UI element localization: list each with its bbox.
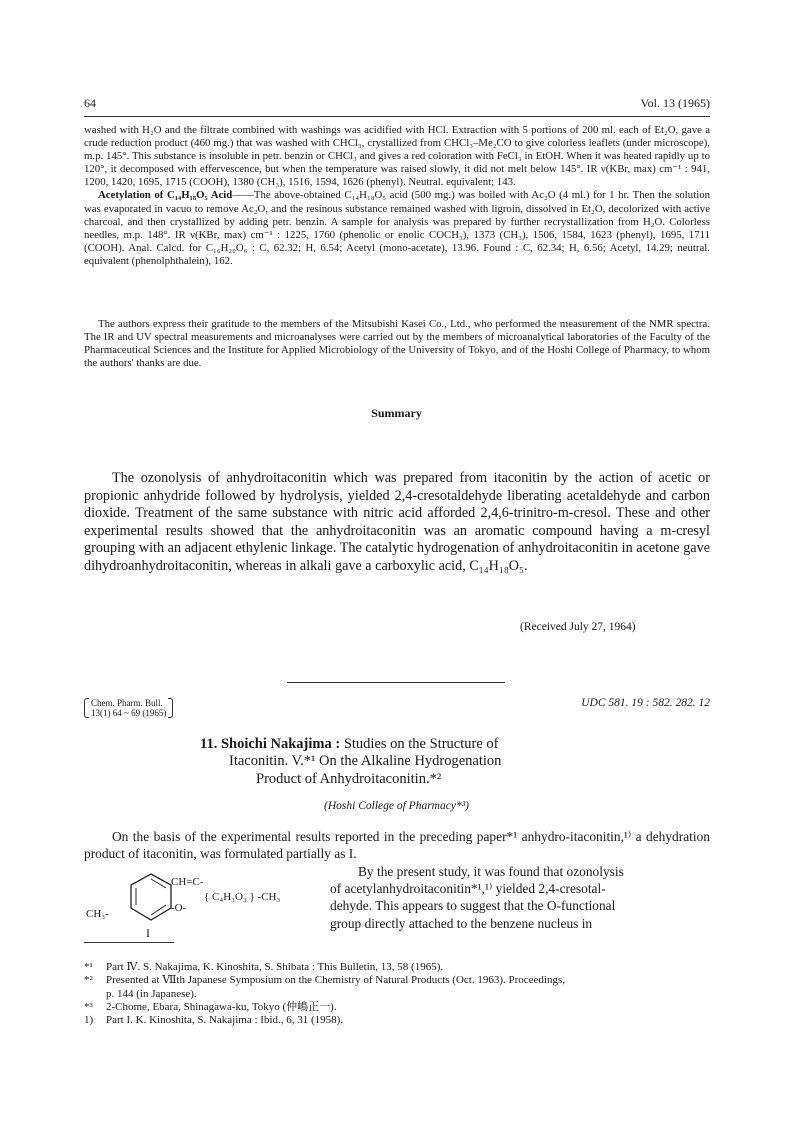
affiliation: (Hoshi College of Pharmacy*³) (324, 800, 469, 812)
summary-body (84, 470, 710, 576)
page-number: 64 (84, 96, 96, 110)
para2-line-4: group directly attached to the benzene nucleus in (330, 915, 593, 931)
footnote-mark: *² (84, 974, 93, 987)
header-rule (84, 116, 710, 117)
article-number: 11. (200, 736, 218, 752)
acetylation-text: ——The above-obtained C₁₄H₁₈O₅ acid (500 mg.) was boiled with Ac₂O (4 ml.) for 1 hr. Then the solution was evaporated in vacuo to remove Ac₂O, and the resinous substance remained washed with ligroin, dissolved in Et₂O, decolorized with active charcoal, and then crystallized by adding petr. benzin. A sample for analysis was prepared by further recrystallization from H₂O. Colorless needles, m.p. 148°. IR ν(KBr, max) cm⁻¹ : 1225, 1760 (phenolic or enolic COCH₃), 1373 (CH₃), 1506, 1584, 1623 (phenyl), 1695, 1711 (COOH). Anal. Calcd. for C₁₆H₂₀O₆ : C, 62.32; H, 6.54; Acetyl (mono-acetate), 13.96. Found : C, 62.34; H, 6.56; Acetyl, 14.29; neutral. equivalent (phenolphthalein), 162. (84, 189, 710, 267)
footnote-rule (84, 942, 174, 943)
acknowledgement (84, 318, 710, 370)
footnote-text: p. 144 (in Japanese). (106, 987, 197, 1000)
footnote-text: 2-Chome, Ebara, Shinagawa-ku, Tokyo (仲嶋正一). (106, 1000, 337, 1013)
footnote-mark: 1) (84, 1014, 94, 1027)
footnote (84, 1014, 710, 1027)
footnote-mark (84, 988, 106, 1001)
footnote-mark: *¹ (84, 961, 93, 973)
footnote (84, 988, 710, 1001)
footnote-text: Part I. K. Kinoshita, S. Nakajima : Ibid., 6, 31 (1958). (106, 1014, 344, 1027)
intro-paragraph: On the basis of the experimental results reported in the preceding paper*¹ anhydro-itaconitin,¹⁾ a dehydration product of itaconitin, was formulated partially as I. (84, 829, 710, 862)
structure-oxygen: -O- (171, 902, 187, 914)
journal-name: Chem. Pharm. Bull. (91, 698, 163, 708)
title-line-1 (200, 736, 640, 753)
footnote (84, 1001, 710, 1014)
structure-formula-group: { C₄H₃O₃ } -CH₃ (204, 891, 281, 903)
body-intro (84, 828, 710, 862)
journal-issue: 13(1) 64 ~ 69 (1965) (91, 708, 167, 718)
footnote-mark: *³ (84, 1000, 93, 1013)
volume-label: Vol. 13 (1965) (640, 96, 710, 110)
title-line-2: Itaconitin. V.*¹ On the Alkaline Hydrogenation (229, 753, 502, 770)
para2-line-1: By the present study, it was found that ozonolysis (358, 864, 624, 879)
footnote-text: Presented at Ⅶth Japanese Symposium on the Chemistry of Natural Products (Oct. 1963). Proceedings, (106, 974, 566, 987)
footnotes (84, 961, 710, 1027)
footnote-text: Part Ⅳ. S. Nakajima, K. Kinoshita, S. Shibata : This Bulletin, 13, 58 (1965). (106, 961, 444, 973)
structure-sidechain: CH=C- (171, 876, 204, 888)
structure-label: I (146, 926, 150, 940)
article-title-block (200, 736, 640, 788)
summary-title: Summary (371, 406, 422, 420)
udc-code: UDC 581. 19 : 582. 282. 12 (581, 697, 710, 709)
structure-methyl: CH₃- (86, 908, 109, 920)
footnote (84, 961, 710, 974)
bracket-right-icon (168, 698, 173, 718)
body-continuation (330, 863, 710, 932)
acetylation-paragraph (84, 189, 710, 268)
acknowledgement-text: The authors express their gratitude to the members of the Mitsubishi Kasei Co., Ltd., who performed the measurement of the NMR spectra. The IR and UV spectral measurements and microanalyses were carried out by the members of microanalytical laboratories of the Faculty of the Pharmaceutical Sciences and the Institute for Applied Microbiology of the University of Tokyo, and of the Hoshi College of Pharmacy, to whom the authors' thanks are due. (84, 318, 710, 370)
acetylation-heading: Acetylation of C₁₄H₁₈O₅ Acid (98, 189, 233, 202)
summary-text: The ozonolysis of anhydroitaconitin which was prepared from itaconitin by the action of acetic or propionic anhydride followed by hydrolysis, yielded 2,4-cresotaldehyde liberating acetaldehyde and carbon dioxide. Treatment of the same substance with nitric acid afforded 2,4,6-trinitro-m-cresol. These and other experimental results showed that the anhydroitaconitin was an aromatic compound having a m-cresyl grouping with an adjacent ethylenic linkage. The catalytic hydrogenation of anhydroitaconitin in acetone gave dihydroanhydroitaconitin, whereas in alkali gave a carboxylic acid, C₁₄H₁₈O₅. (84, 470, 710, 574)
title-line-3: Product of Anhydroitaconitin.*² (256, 770, 442, 787)
received-date: (Received July 27, 1964) (520, 621, 636, 633)
experimental-paragraph (84, 124, 710, 268)
para2-line-3: dehyde. This appears to suggest that the O-functional (330, 898, 616, 914)
benzene-ring-icon (126, 868, 176, 928)
footnote (84, 974, 710, 987)
structure-I (86, 868, 326, 940)
reduction-paragraph: washed with H₂O and the filtrate combined with washings was acidified with HCl. Extraction with 5 portions of 200 ml. each of Et₂O, gave a crude reduction product (460 mg.) that was washed with CHCl₃, crystallized from CHCl₃–Me₂CO to give colorless leaflets (under microscope), m.p. 145°. This substance is insoluble in petr. benzin or CHCl₃ and gives a red coloration with FeCl₃ in EtOH. When it was heated rapidly up to 120°, it decomposed with effervescence, but when the temperature was raised slowly, it did not melt below 145°. IR ν(KBr, max) cm⁻¹ : 941, 1200, 1420, 1695, 1715 (COOH), 1380 (CH₃), 1516, 1594, 1626 (phenyl). Neutral. equivalent; 143. (84, 124, 710, 189)
journal-citation (84, 698, 173, 718)
article-author: Shoichi Nakajima : (220, 736, 341, 752)
para2-line-2: of acetylanhydroitaconitin*¹,¹⁾ yielded 2,4-cresotal- (330, 881, 606, 897)
section-divider (287, 682, 505, 683)
title-part-1: Studies on the Structure of (343, 736, 499, 752)
